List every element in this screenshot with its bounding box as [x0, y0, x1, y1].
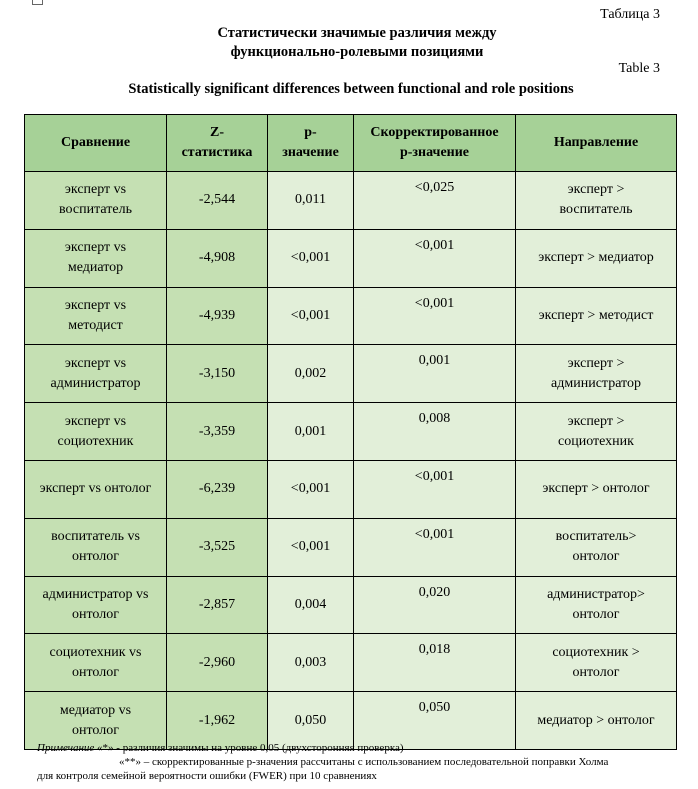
table-row — [25, 460, 677, 518]
cell-p-value: <0,001 — [268, 229, 354, 287]
cell-direction: эксперт > онтолог — [516, 460, 677, 518]
cell-z-statistic: -4,939 — [167, 287, 268, 345]
cell-direction: эксперт > методист — [516, 287, 677, 345]
cell-direction: эксперт > медиатор — [516, 229, 677, 287]
title-ru-line2: функционально-ролевыми позициями — [230, 44, 484, 60]
results-table — [24, 114, 677, 750]
cell-comparison: эксперт vs методист — [25, 287, 167, 345]
cell-direction: эксперт > воспитатель — [516, 172, 677, 230]
table-header-row — [25, 115, 677, 172]
cell-p-value: <0,001 — [268, 287, 354, 345]
table-row — [25, 287, 677, 345]
cell-direction: эксперт > администратор — [516, 345, 677, 403]
cell-comparison: администратор vs онтолог — [25, 576, 167, 634]
cell-direction: эксперт > социотехник — [516, 403, 677, 461]
table-row — [25, 172, 677, 230]
note-line-2: «**» – скорректированные p-значения рассчитаны с использованием последовательной поправки Холма — [119, 756, 609, 768]
cell-adjusted-p-value: <0,025 — [354, 172, 516, 230]
cell-comparison: эксперт vs онтолог — [25, 460, 167, 518]
cell-z-statistic: -3,150 — [167, 345, 268, 403]
cell-p-value: 0,004 — [268, 576, 354, 634]
cell-direction: воспитатель> онтолог — [516, 518, 677, 576]
table-row — [25, 403, 677, 461]
title-ru-line1: Статистически значимые различия между — [217, 25, 497, 41]
cell-p-value: <0,001 — [268, 460, 354, 518]
cell-p-value: 0,002 — [268, 345, 354, 403]
cell-direction: медиатор > онтолог — [516, 692, 677, 750]
table-row — [25, 345, 677, 403]
cell-adjusted-p-value: 0,008 — [354, 403, 516, 461]
cell-comparison: эксперт vs медиатор — [25, 229, 167, 287]
cell-comparison: медиатор vs онтолог — [25, 692, 167, 750]
cell-adjusted-p-value: <0,001 — [354, 287, 516, 345]
table-number-en: Table 3 — [618, 61, 660, 76]
cell-comparison: социотехник vs онтолог — [25, 634, 167, 692]
cell-p-value: 0,050 — [268, 692, 354, 750]
cell-comparison: эксперт vs воспитатель — [25, 172, 167, 230]
cell-adjusted-p-value: <0,001 — [354, 229, 516, 287]
cell-direction: администратор> онтолог — [516, 576, 677, 634]
cell-comparison: воспитатель vs онтолог — [25, 518, 167, 576]
cell-p-value: 0,001 — [268, 403, 354, 461]
note-label: Примечание — [37, 742, 95, 754]
table-row — [25, 518, 677, 576]
header-p-value: p- значение — [268, 115, 354, 172]
cell-z-statistic: -3,525 — [167, 518, 268, 576]
cell-z-statistic: -6,239 — [167, 460, 268, 518]
cell-p-value: 0,003 — [268, 634, 354, 692]
note-line-1: Примечание «*» - различия значимы на уровне 0,05 (двухсторонняя проверка) — [37, 742, 404, 754]
cell-comparison: эксперт vs администратор — [25, 345, 167, 403]
cell-z-statistic: -1,962 — [167, 692, 268, 750]
header-direction: Направление — [516, 115, 677, 172]
title-en: Statistically significant differences between functional and role positions — [128, 81, 574, 97]
cell-z-statistic: -4,908 — [167, 229, 268, 287]
cell-adjusted-p-value: <0,001 — [354, 460, 516, 518]
cell-adjusted-p-value: 0,050 — [354, 692, 516, 750]
cell-p-value: 0,011 — [268, 172, 354, 230]
header-z-statistic: Z- статистика — [167, 115, 268, 172]
cell-comparison: эксперт vs социотехник — [25, 403, 167, 461]
header-comparison: Сравнение — [25, 115, 167, 172]
cell-z-statistic: -2,544 — [167, 172, 268, 230]
page-corner-marker — [32, 0, 43, 5]
cell-adjusted-p-value: <0,001 — [354, 518, 516, 576]
cell-p-value: <0,001 — [268, 518, 354, 576]
cell-adjusted-p-value: 0,018 — [354, 634, 516, 692]
cell-direction: социотехник > онтолог — [516, 634, 677, 692]
table-row — [25, 634, 677, 692]
cell-adjusted-p-value: 0,020 — [354, 576, 516, 634]
cell-z-statistic: -3,359 — [167, 403, 268, 461]
cell-z-statistic: -2,960 — [167, 634, 268, 692]
header-adjusted-p-value: Скорректированное p-значение — [354, 115, 516, 172]
title-ru — [8, 24, 698, 62]
cell-adjusted-p-value: 0,001 — [354, 345, 516, 403]
table-row — [25, 229, 677, 287]
note-line-3: для контроля семейной вероятности ошибки (FWER) при 10 сравнениях — [37, 770, 377, 782]
cell-z-statistic: -2,857 — [167, 576, 268, 634]
table-number-ru: Таблица 3 — [600, 7, 660, 22]
table-row — [25, 576, 677, 634]
